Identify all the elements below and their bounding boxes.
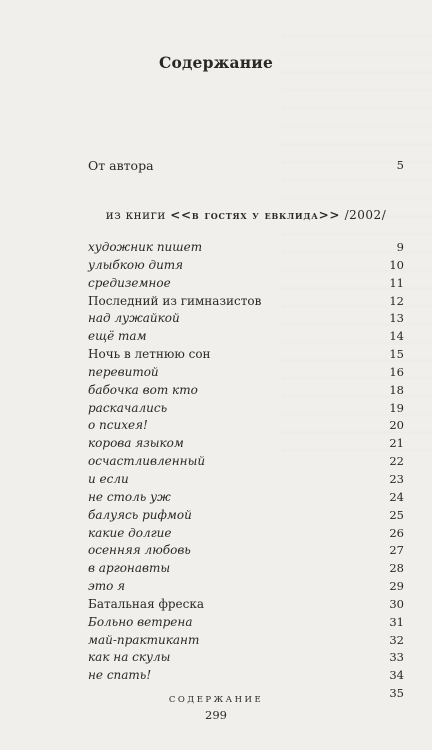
toc-entry (88, 578, 404, 596)
toc-entry-page: 19 (389, 400, 404, 415)
toc-entry-page: 28 (389, 561, 404, 576)
toc-entry-title: в аргонавты (88, 561, 171, 576)
toc-entry (88, 596, 404, 614)
toc-entry-page: 9 (396, 240, 404, 254)
toc-entry (88, 417, 404, 435)
toc-entry-page: 22 (389, 454, 404, 469)
page-number: 299 (205, 708, 227, 722)
section-heading-book: <<в гостях у евклида>> (170, 208, 341, 222)
toc-entry (88, 471, 404, 489)
toc-entry-title: о психея! (88, 418, 148, 433)
toc-entry-page: 11 (389, 275, 404, 290)
toc-entry-page: 27 (389, 543, 404, 558)
toc-entry (88, 310, 404, 328)
toc-entry-page: 26 (389, 525, 404, 540)
toc-entry-title: художник пишет (88, 240, 203, 254)
toc-entry-title: и если (88, 471, 129, 486)
toc-entry-page: 34 (389, 668, 404, 683)
toc-entry-title: не столь уж (88, 489, 171, 504)
toc-entry-title: над лужайкой (88, 311, 180, 326)
toc-entry (88, 667, 404, 685)
toc-entry-page: 33 (389, 650, 404, 665)
toc-entry-title: раскачались (88, 400, 168, 415)
toc-entry (88, 632, 404, 650)
toc-entry (88, 649, 404, 667)
toc-entry-title: улыбкою дитя (88, 257, 184, 272)
toc-entry-title: балуясь рифмой (88, 507, 192, 522)
toc-entry (88, 400, 404, 418)
toc-entry (88, 275, 404, 293)
toc-entry (88, 239, 404, 257)
section-heading-prefix: из книги (105, 208, 171, 222)
running-footer: СОДЕРЖАНИЕ (168, 695, 264, 705)
toc-entry-title: как на скулы (88, 650, 171, 665)
toc-entry-page: 10 (389, 257, 404, 272)
toc-entry-page: 29 (389, 579, 404, 594)
toc-entry-title: Больно ветрена (88, 614, 193, 629)
toc-entry (88, 435, 404, 453)
toc-entry-title: не спать! (88, 668, 152, 683)
toc-entry (88, 293, 404, 311)
toc-entry-title: От автора (88, 158, 154, 173)
toc-entry-title: средиземное (88, 275, 171, 290)
toc-entry-title: перевитой (88, 364, 159, 379)
toc-entry-page: 31 (389, 614, 404, 629)
page-title: Содержание (158, 53, 274, 72)
toc-entry-page: 21 (389, 436, 404, 451)
toc-entry-title: май-практикант (88, 632, 200, 647)
toc-entry-title: осчастливленный (88, 454, 206, 469)
toc-entry-page: 12 (389, 293, 404, 308)
toc-entry-page: 15 (389, 347, 404, 362)
toc-entry (88, 346, 404, 364)
toc-entry-title: бабочка вот кто (88, 382, 198, 397)
toc-entry-intro (88, 158, 404, 173)
toc-entry-title: осенняя любовь (88, 543, 191, 558)
toc-entry-title: какие долгие (88, 525, 172, 540)
toc-entry-page: 14 (389, 329, 404, 344)
toc-entry (88, 525, 404, 543)
toc-entry (88, 453, 404, 471)
toc-entry-page: 23 (389, 471, 404, 486)
toc-entry-page: 20 (389, 418, 404, 433)
section-heading-year: /2002/ (340, 208, 387, 222)
toc-entry (88, 257, 404, 275)
toc-entry (88, 328, 404, 346)
toc-entry (88, 489, 404, 507)
toc-list (88, 239, 404, 703)
toc-entry (88, 382, 404, 400)
toc-entry-title: Ночь в летнюю сон (88, 347, 211, 362)
toc-entry (88, 614, 404, 632)
toc-entry-page: 25 (389, 507, 404, 522)
toc-entry-page: 5 (396, 158, 404, 172)
toc-entry (88, 542, 404, 560)
toc-entry-page: 18 (389, 382, 404, 397)
toc-entry-page: 32 (389, 632, 404, 647)
toc-entry-page: 24 (389, 489, 404, 504)
toc-entry-title: это я (88, 579, 126, 594)
toc-entry-title: Последний из гимназистов (88, 293, 262, 308)
toc-entry (88, 507, 404, 525)
toc-entry-page: 13 (389, 311, 404, 326)
toc-entry-title: Батальная фреска (88, 596, 205, 611)
toc-entry-title: корова языком (88, 436, 184, 451)
toc-entry-title: ещё там (88, 329, 147, 344)
section-heading (88, 208, 404, 222)
toc-entry-page: 30 (389, 596, 404, 611)
toc-entry-page: 16 (389, 364, 404, 379)
toc-entry (88, 560, 404, 578)
toc-entry (88, 364, 404, 382)
toc-entry-page: 35 (389, 686, 404, 701)
